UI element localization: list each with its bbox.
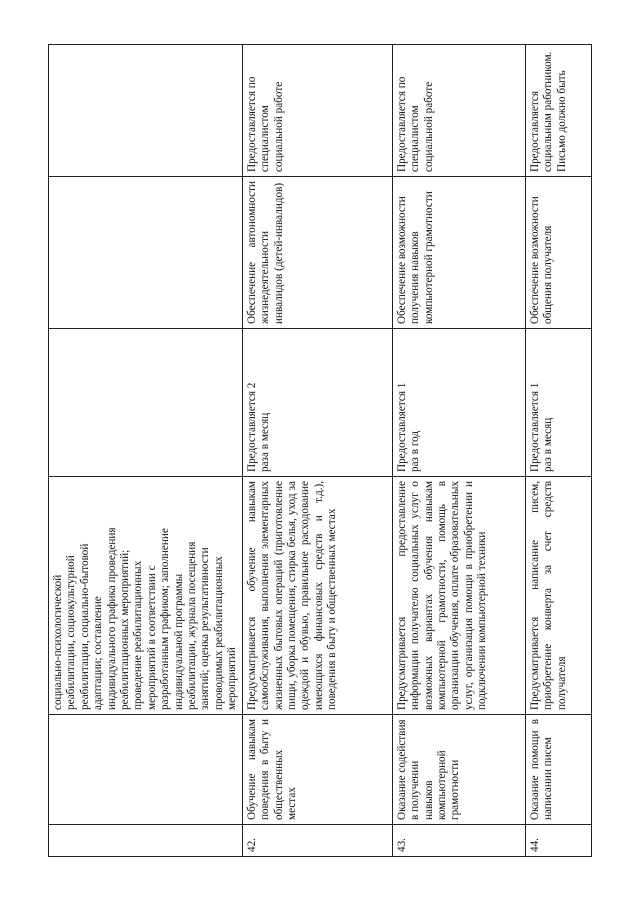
content-line: проводимых реабилитационных — [212, 556, 225, 710]
service-content: Предусматривается написание писем, приобретение конверта за счет средств получателя — [525, 477, 591, 715]
cell-period — [49, 329, 243, 477]
service-conditions — [392, 45, 525, 177]
content-line: реабилитационных мероприятий; — [119, 549, 132, 710]
cell-result — [49, 177, 243, 329]
period-line: раз в год — [409, 430, 422, 472]
rotated-page — [48, 45, 585, 857]
cell-number — [49, 825, 243, 857]
service-result: Обеспечение автономности жизнедеятельности инвалидов (детей-инвалидов) — [242, 177, 392, 329]
service-content: Предусматривается предоставление информации получателю социальных услуг о возможных вариантах обучения навыкам компьютерной грамотности, помощь в организации обучения, оплате образовательных услуг, организация помощи в приобретении и подключении компьютерной техники — [392, 477, 525, 715]
conditions-line: Предоставляется по — [245, 76, 258, 172]
cell-conditions — [49, 45, 243, 177]
content-line: разработанным графиком; заполнение — [159, 528, 172, 710]
content-line: адаптации; составление — [92, 596, 105, 710]
period-line: Предоставляется 1 — [528, 382, 541, 472]
period-line: Предоставляется 1 — [395, 382, 408, 472]
content-line: индивидуальной программы — [172, 573, 185, 710]
content-line: проведение реабилитационных — [132, 560, 145, 710]
content-line: мероприятий в соответствии с — [145, 565, 158, 710]
row-number: 42. — [242, 825, 392, 857]
service-result: Обеспечение возможности получения навыков компьютерной грамотности — [392, 177, 525, 329]
conditions-line: Письмо должно быть — [555, 70, 568, 172]
content-line: реабилитации, журнала посещения — [186, 541, 199, 710]
service-name: Обучение навыкам поведения в быту и общественных местах — [242, 715, 392, 825]
row-number: 44. — [525, 825, 591, 857]
service-content: Предусматривается обучение навыкам самообслуживания, выполнения элементарных жизненных бытовых операций (приготовление пищи, уборка помещения, стирка белья, уход за одеждой и обувью, правильное расходование имеющихся финансовых средств и т.д.), поведения в быту и общественных местах — [242, 477, 392, 715]
service-period — [242, 329, 392, 477]
service-conditions — [525, 45, 591, 177]
content-line: реабилитации, социально-бытовой — [78, 543, 91, 710]
conditions-line: специалистом — [259, 105, 272, 172]
row-number: 43. — [392, 825, 525, 857]
services-table — [48, 44, 592, 857]
cell-content — [49, 477, 243, 715]
content-line: мероприятий — [226, 647, 239, 710]
content-line: занятий; оценка результативности — [199, 547, 212, 710]
service-name: Оказание помощи в написании писем — [525, 715, 591, 825]
service-period — [525, 329, 591, 477]
service-name: Оказание содействия в получении навыков компьютерной грамотности — [392, 715, 525, 825]
conditions-line: социальным работником. — [542, 51, 555, 172]
content-line: индивидуального графика проведения — [105, 527, 118, 710]
cell-service — [49, 715, 243, 825]
content-line: социально-психологической — [52, 574, 64, 710]
period-line: Предоставляется 2 — [245, 382, 258, 472]
service-conditions — [242, 45, 392, 177]
period-line: раз в месяц — [542, 417, 555, 472]
conditions-line: социальной работе — [422, 81, 435, 172]
content-line: реабилитации, социокультурной — [65, 555, 78, 710]
table-row — [525, 45, 591, 857]
conditions-line: Предоставляется по — [395, 76, 408, 172]
service-period — [392, 329, 525, 477]
conditions-line: социальной работе — [272, 81, 285, 172]
table-row — [392, 45, 525, 857]
conditions-line: специалистом — [409, 105, 422, 172]
service-result: Обеспечение возможности общения получателя — [525, 177, 591, 329]
continuation-content — [52, 481, 240, 710]
table-row-continuation — [49, 45, 243, 857]
conditions-line: Предоставляется — [528, 91, 541, 172]
table-row — [242, 45, 392, 857]
period-line: раза в месяц — [259, 412, 272, 472]
